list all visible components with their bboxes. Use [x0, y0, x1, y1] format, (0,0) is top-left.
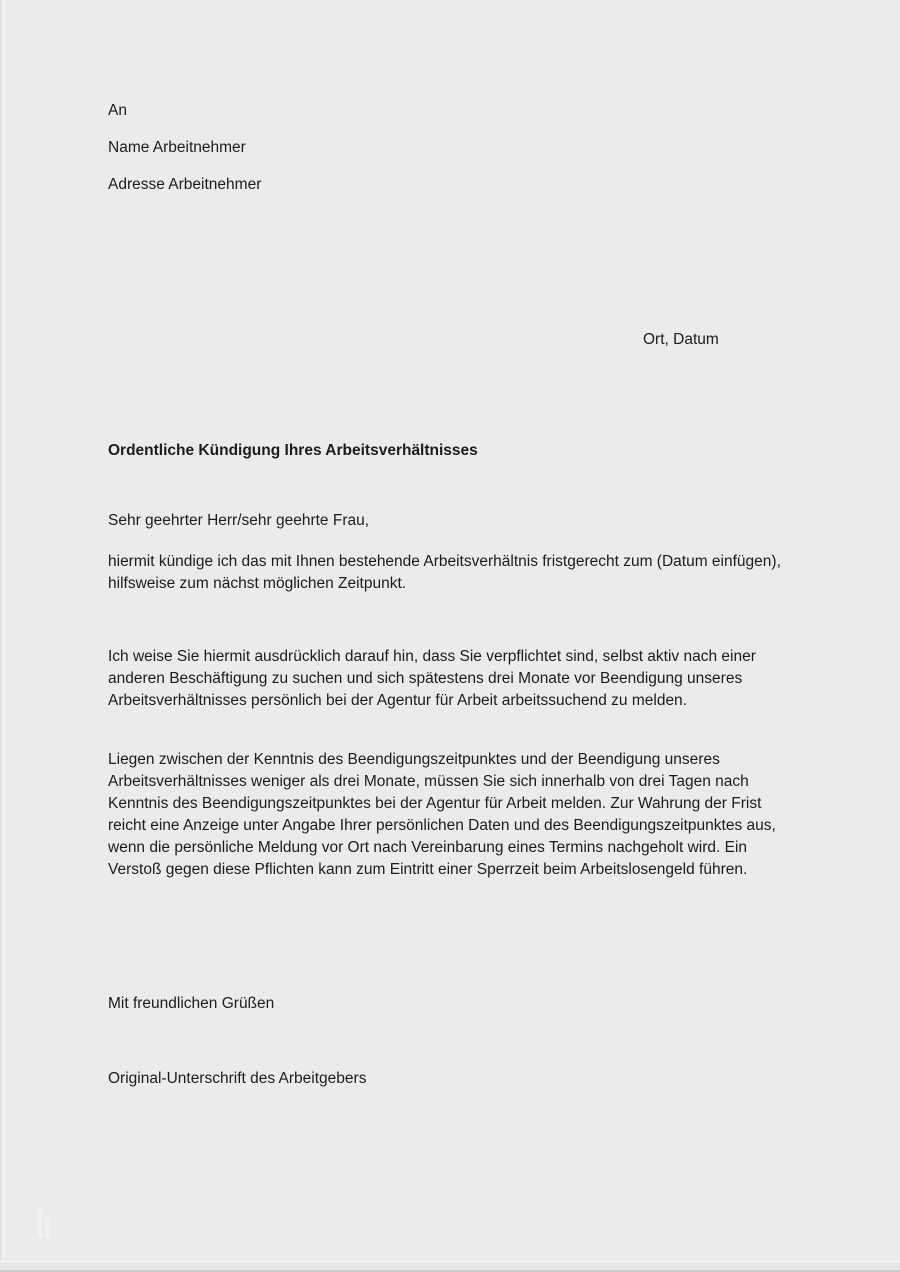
recipient-block — [108, 100, 800, 211]
page-left-edge-highlight — [3, 0, 4, 1272]
body-paragraph: hiermit kündige ich das mit Ihnen bestehende Arbeitsverhältnis fristgerecht zum (Datum einfügen), hilfsweise zum nächst möglichen Zeitpunkt. — [108, 553, 781, 592]
closing-line: Mit freundlichen Grüßen — [108, 995, 275, 1012]
recipient-line: An — [108, 102, 127, 119]
date-line: Ort, Datum — [643, 331, 719, 348]
recipient-line: Name Arbeitnehmer — [108, 139, 246, 156]
faint-print-artifact — [38, 1208, 52, 1238]
artifact-stroke — [38, 1208, 42, 1238]
body-paragraph: Liegen zwischen der Kenntnis des Beendigungszeitpunktes und der Beendigung unseres Arbeitsverhältnisses weniger als drei Monate, müssen Sie sich innerhalb von drei Tagen nach Kenntnis des Beendigungszeitpunktes bei der Agentur für Arbeit melden. Zur Wahrung der Frist reicht eine Anzeige unter Angabe Ihrer persönlichen Daten und des Beendigungszeitpunktes aus, wenn die persönliche Meldung vor Ort nach Vereinbarung eines Termins nachgeholt wird. Ein Verstoß gegen diese Pflichten kann zum Eintritt einer Sperrzeit beim Arbeitslosengeld führen. — [108, 751, 776, 878]
recipient-line: Adresse Arbeitnehmer — [108, 176, 262, 193]
artifact-stroke — [45, 1216, 49, 1238]
body-paragraph: Ich weise Sie hiermit ausdrücklich darauf hin, dass Sie verpflichtet sind, selbst aktiv nach einer anderen Beschäftigung zu suchen und sich spätestens drei Monate vor Beendigung unseres Arbeitsverhältnisses persönlich bei der Agentur für Arbeit arbeitssuchend zu melden. — [108, 648, 756, 709]
page-left-edge-shade — [0, 0, 2, 1272]
signature-line: Original-Unterschrift des Arbeitgebers — [108, 1070, 367, 1087]
subject-line: Ordentliche Kündigung Ihres Arbeitsverhältnisses — [108, 442, 478, 459]
salutation: Sehr geehrter Herr/sehr geehrte Frau, — [108, 512, 370, 529]
